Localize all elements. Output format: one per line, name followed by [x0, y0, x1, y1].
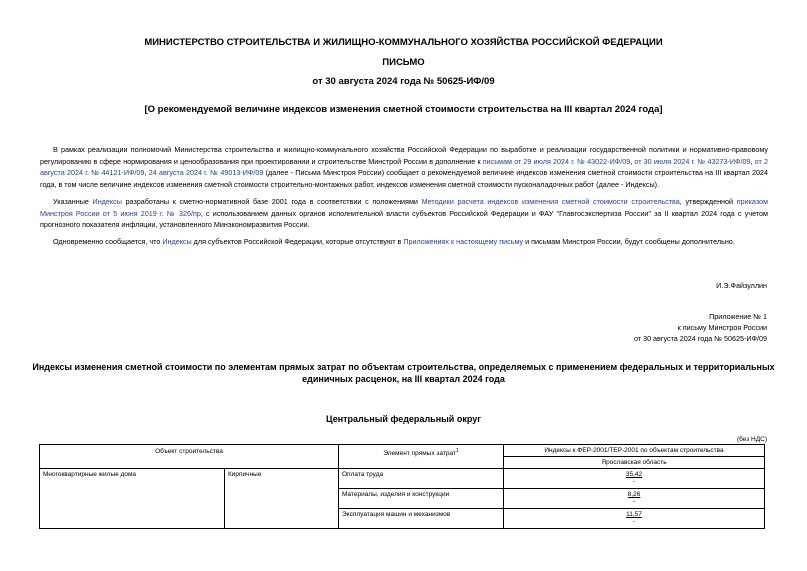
link-appendices[interactable]: Приложениях к настоящему письму [403, 237, 524, 246]
subtype-label: Кирпичные [228, 471, 262, 478]
appendix-line-2: к письму Минстроя России [677, 323, 767, 332]
table-row [40, 469, 765, 489]
p2-text-a: Указанные [53, 197, 93, 206]
p3-text-c: и письмам Минстроя России, будут сообщены дополнительно. [523, 237, 735, 246]
link-indexes[interactable]: Индексы [92, 197, 122, 206]
link-letter-24-august[interactable]: 24 августа 2024 г. № 49013-ИФ/09 [148, 168, 264, 177]
p3-text-a: Одновременно сообщается, что [53, 237, 163, 246]
doc-subject: [О рекомендуемой величине индексов изменения сметной стоимости строительства на III квартал 2024 года] [144, 104, 663, 115]
p1-sep: , [750, 156, 755, 166]
cell-value [504, 509, 765, 529]
paragraph-1 [40, 144, 768, 190]
p1-text-a: В рамках реализации полномочий Министерства строительства и жилищно-коммунального хозяйства Российской Федерации по выработке и реализации государственной политики и нормативно-правовому регулированию в сфере нормирования и ценообразования при проектировании и строительстве Минстрой России в дополнение к [40, 145, 768, 166]
link-indexes-2[interactable]: Индексы [162, 237, 192, 246]
header-element [339, 445, 504, 469]
element-label: Эксплуатация машин и механизмов [342, 511, 451, 518]
doc-date: от 30 августа 2024 года № 50625-ИФ/09 [312, 76, 495, 87]
p1-text-b: (далее - Письма Минстроя России) сообщает о рекомендуемой величине индексов изменения сметной стоимости строительства на III квартал 2024 года, в том числе величине индексов изменения сметной стоимости строительно-монтажных работ, индексов изменения сметной стоимости пусконаладочных работ (далее - Индексы). [40, 168, 768, 189]
cell-element [339, 489, 504, 509]
appendix-line-3: от 30 августа 2024 года № 50625-ИФ/09 [633, 334, 767, 343]
header-region-label: Ярославская область [601, 459, 667, 466]
link-order-326[interactable]: приказом Минстроя России от 5 июня 2019 г. № 326/пр [40, 197, 768, 218]
index-value: 11,57 [626, 511, 642, 518]
cell-element [339, 469, 504, 489]
cell-value [504, 469, 765, 489]
doc-type: ПИСЬМО [382, 57, 425, 68]
link-methodology[interactable]: Методики расчета индексов изменения сметной стоимости строительства [421, 197, 680, 206]
p2-text-b: разработаны к сметно-нормативной базе 2001 года в соответствии с положениями [121, 197, 422, 206]
object-label: Многоквартирные жилые дома [43, 471, 137, 478]
header-region [504, 457, 765, 469]
index-dash: - [632, 498, 636, 505]
header-index [504, 445, 765, 457]
index-dash: - [632, 478, 636, 485]
index-table [39, 444, 765, 529]
cell-subtype [225, 469, 339, 529]
header-object [40, 445, 339, 469]
cell-element [339, 509, 504, 529]
p3-text-b: для субъектов Российской Федерации, которые отсутствуют в [191, 237, 404, 246]
header-element-label: Элемент прямых затрат [383, 450, 456, 458]
appendix-title: Индексы изменения сметной стоимости по элементам прямых затрат по объектам строительства, определяемых с применением федеральных и территориальных единичных расценок, на III квартал 2024 года [32, 362, 775, 384]
district-heading: Центральный федеральный округ [326, 414, 481, 424]
p1-sep: , [144, 168, 149, 177]
index-value: 8,26 [627, 491, 641, 498]
header-object-label: Объект строительства [155, 448, 223, 455]
ministry-heading: МИНИСТЕРСТВО СТРОИТЕЛЬСТВА И ЖИЛИЩНО-КОММУНАЛЬНОГО ХОЗЯЙСТВА РОССИЙСКОЙ ФЕДЕРАЦИИ [144, 37, 663, 48]
vat-note: (без НДС) [736, 436, 767, 443]
paragraph-3 [40, 236, 768, 248]
index-dash: - [632, 518, 636, 525]
appendix-line-1: Приложение № 1 [709, 312, 767, 321]
link-letter-29-july[interactable]: письмам от 29 июля 2024 г. № 43022-ИФ/09 [482, 156, 631, 166]
header-element-footnote[interactable]: 1 [455, 448, 459, 454]
link-letter-2-august[interactable]: от 2 августа 2024 г. № 44121-ИФ/09 [40, 156, 768, 177]
p2-text-d: , с использованием данных органов исполнительной власти субъектов Российской Федерации и ФАУ "Главгосэкспертиза России" за II квартал 2024 года с учетом прогнозного показателя инфляции, установленного Минэкономразвития России. [40, 208, 768, 229]
cell-value [504, 489, 765, 509]
index-value: 35,42 [625, 471, 643, 478]
element-label: Материалы, изделия и конструкции [342, 491, 450, 498]
p2-text-c: , утвержденной [679, 197, 737, 206]
table-header-row [40, 445, 765, 457]
header-index-label: Индексы к ФЕР-2001/ТЕР-2001 по объектам строительства [544, 447, 724, 454]
p1-sep: , [630, 156, 635, 166]
signature: И.Э.Файзуллин [716, 281, 767, 290]
appendix-reference [634, 311, 767, 344]
paragraph-2 [40, 196, 768, 231]
link-letter-30-july[interactable]: от 30 июля 2024 г. № 43273-ИФ/09 [634, 156, 751, 166]
element-label: Оплата труда [342, 471, 384, 478]
cell-object [40, 469, 225, 529]
